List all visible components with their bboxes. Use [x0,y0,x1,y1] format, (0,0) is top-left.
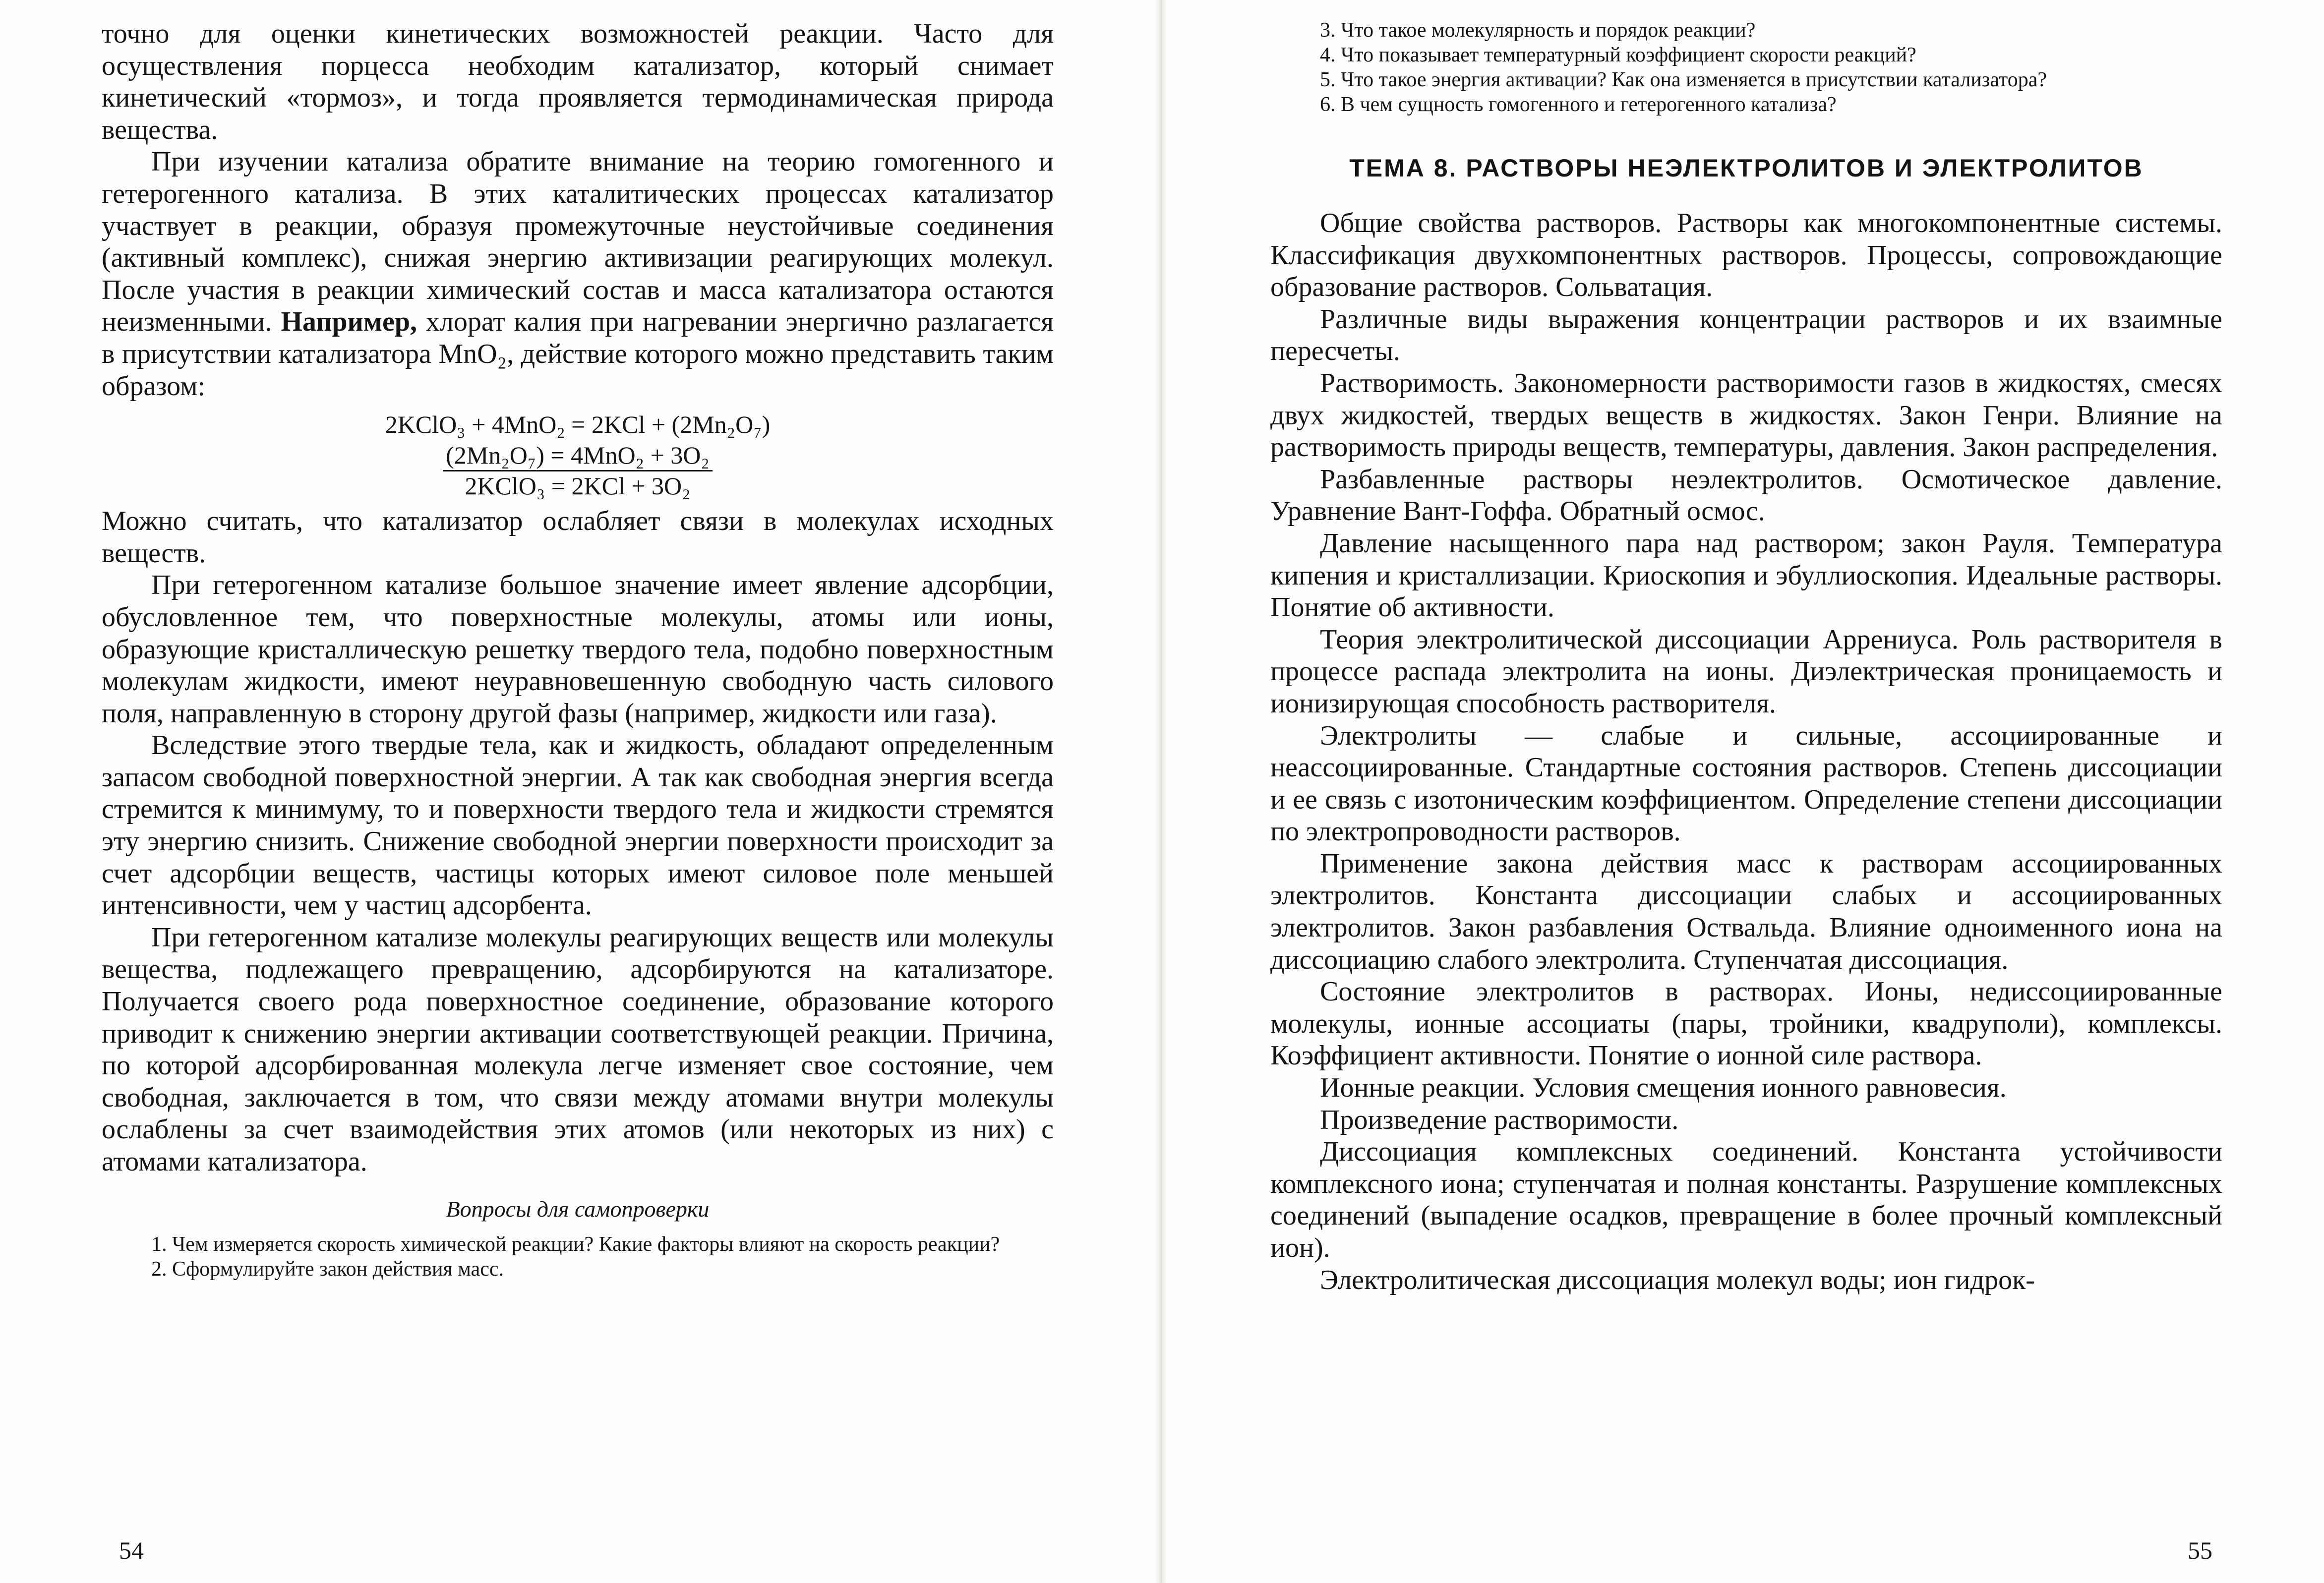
left-body-text [102,18,1054,402]
paragraph: Электролиты — слабые и сильные, ассоциированные и неассоциированные. Стандартные состояния растворов. Степень диссоциации и ее связь с изотоническим коэффициентом. Определение степени диссоциации по электропроводности растворов. [1270,720,2222,847]
formula-step-2-text: (2Mn₂O₇) = 4MnO₂ + 3O₂ [443,441,713,471]
paragraph: Общие свойства растворов. Растворы как многокомпонентные системы. Классификация двухкомпонентных растворов. Процессы, сопровождающие образование растворов. Сольватация. [1270,208,2222,303]
paragraph [102,146,1054,402]
question-item: 3. Что такое молекулярность и порядок реакции? [1320,19,1756,42]
paragraph: Разбавленные растворы неэлектролитов. Осмотическое давление. Уравнение Вант-Гоффа. Обратный осмос. [1270,464,2222,527]
paragraph: При гетерогенном катализе молекулы реагирующих веществ или молекулы вещества, подлежащего превращению, адсорбируются на катализаторе. Получается своего рода поверхностное соединение, образование которого приводит к снижению энергии активации соответствующей реакции. Причина, по которой адсорбированная молекула легче изменяет свое состояние, чем свободная, заключается в том, что связи между атомами внутри молекулы ослаблены за счет взаимодействия этих атомов (или некоторых из них) с атомами катализатора. [102,922,1054,1177]
paragraph-text: При изучении катализа обратите внимание на теорию гомогенного и гетерогенного катализа. В этих каталитических процессах катализатор участвует в реакции, образуя промежуточные неустойчивые соединения (активный комплекс), снижая энергию активизации реагирующих молекул. После участия в реакции химический состав и масса катализатора остаются неизменными. [102,146,1054,338]
formula-block [102,409,1054,501]
paragraph: Электролитическая диссоциация молекул воды; ион гидрок- [1320,1264,2035,1295]
left-body-text-bottom [102,505,1054,1177]
paragraph: точно для оценки кинетических возможностей реакции. Часто для осуществления порцесса необходим катализатор, который снимает кинетический «тормоз», и тогда проявляется термодинамическая природа вещества. [102,18,1054,145]
question-item: 2. Сформулируйте закон действия масс. [151,1257,504,1281]
page-number-left: 54 [119,1536,144,1564]
paragraph: Вследствие этого твердые тела, как и жидкость, обладают определенным запасом свободной поверхностной энергии. А так как свободная энергия всегда стремится к минимуму, то и поверхности твердого тела и жидкости стремятся эту энергию снизить. Снижение свободной энергии поверхности происходит за счет адсорбции веществ, частицы которых имеют силовое поле меньшей интенсивности, чем у частиц адсорбента. [102,730,1054,921]
paragraph: Состояние электролитов в растворах. Ионы, недиссоциированные молекулы, ионные ассоциаты (пары, тройники, квадруполи), комплексы. Коэффициент активности. Понятие о ионной силе раствора. [1270,976,2222,1071]
paragraph: Можно считать, что катализатор ослабляет связи в молекулах исходных веществ. [102,506,1054,569]
right-page [1270,18,2222,1296]
paragraph: Применение закона действия масс к растворам ассоциированных электролитов. Константа диссоциации слабых и ассоциированных электролитов. Закон разбавления Оствальда. Влияние одноименного иона на диссоциацию слабого электролита. Ступенчатая диссоциация. [1270,848,2222,975]
paragraph: Теория электролитической диссоциации Аррениуса. Роль растворителя в процессе распада электролита на ионы. Диэлектрическая проницаемость и ионизирующая способность растворителя. [1270,624,2222,719]
paragraph: Диссоциация комплексных соединений. Константа устойчивости комплексного иона; ступенчатая и полная константы. Разрушение комплексных соединений (выпадение осадков, превращение в более прочный комплексный ион). [1270,1136,2222,1263]
questions-list [102,1232,1054,1282]
book-gutter [1155,0,1167,1583]
paragraph: Растворимость. Закономерности растворимости газов в жидкостях, смесях двух жидкостей, твердых веществ в жидкостях. Закон Генри. Влияние на растворимость природы веществ, температуры, давления. Закон распределения. [1270,367,2222,463]
formula-step-2 [102,440,1054,470]
paragraph: При гетерогенном катализе большое значение имеет явление адсорбции, обусловленное тем, что поверхностные молекулы, атомы или ионы, образующие кристаллическую решетку твердого тела, подобно поверхностным молекулам жидкости, имеют неуравновешенную свободную часть силового поля, направленную в сторону другой фазы (например, жидкости или газа). [102,570,1054,729]
right-body-text [1270,207,2222,1296]
paragraph: Ионные реакции. Условия смещения ионного равновесия. [1320,1072,2007,1104]
question-item: 1. Чем измеряется скорость химической реакции? Какие факторы влияют на скорость реакции? [151,1232,1000,1256]
left-page [102,18,1054,1282]
paragraph: Произведение растворимости. [1320,1104,1679,1135]
example-keyword: Например, [281,306,417,338]
paragraph: Различные виды выражения концентрации растворов и их взаимные пересчеты. [1270,303,2222,367]
page-number-right: 55 [2188,1536,2212,1564]
topic-heading: ТЕМА 8. РАСТВОРЫ НЕЭЛЕКТРОЛИТОВ И ЭЛЕКТРОЛИТОВ [1349,154,2144,182]
question-item: 4. Что показывает температурный коэффициент скорости реакций? [1320,44,1916,66]
question-item: 5. Что такое энергия активации? Как она изменяется в присутствии катализатора? [1320,68,2047,91]
example-text: хлорат калия при нагревании энергично разлагается в присутствии катализатора MnO₂, действие которого можно представить таким образом: [102,306,1054,402]
question-item: 6. В чем сущность гомогенного и гетерогенного катализа? [1320,93,1837,116]
questions-list-continued [1270,18,2222,117]
formula-total: 2KClO₃ = 2KCl + 3O₂ [465,472,691,500]
formula-step-1: 2KClO₃ + 4MnO₂ = 2KCl + (2Mn₂O₇) [385,410,771,439]
paragraph: Давление насыщенного пара над раствором; закон Рауля. Температура кипения и кристаллизации. Криоскопия и эбуллиоскопия. Идеальные растворы. Понятие об активности. [1270,528,2222,623]
questions-heading: Вопросы для самопроверки [446,1196,710,1222]
